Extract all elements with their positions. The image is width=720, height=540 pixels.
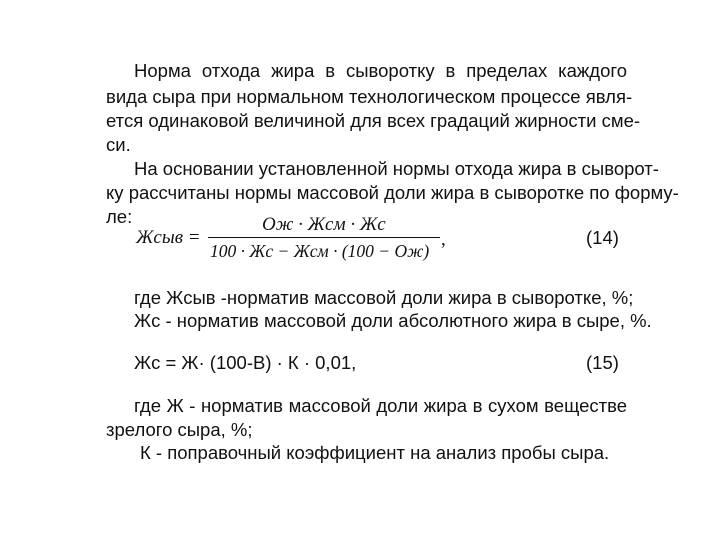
definition-k: К - поправочный коэффициент на анализ пробы сыра. xyxy=(140,442,610,463)
paragraph-1-line-4: си. xyxy=(106,134,131,155)
definition-zhs: Жс - норматив массовой доли абсолютного жира в сыре, %. xyxy=(134,310,652,331)
definition-zh-line-1: где Ж - норматив массовой доли жира в сухом веществе xyxy=(134,395,627,416)
paragraph-1-line-3: ется одинаковой величиной для всех градаций жирности сме- xyxy=(106,110,641,131)
paragraph-1-line-2: вида сыра при нормальном технологическом процессе явля- xyxy=(106,86,633,107)
formula-14-numerator: Ож · Жсм · Жс xyxy=(262,214,386,235)
paragraph-2-line-3: ле: xyxy=(106,206,133,227)
formula-15-number: (15) xyxy=(586,352,619,373)
formula-14-denominator: 100 · Жс − Жсм · (100 − Ож) xyxy=(210,241,430,261)
paragraph-1-line-1: Норма отхода жира в сыворотку в пределах каждого xyxy=(134,60,627,81)
formula-14-number: (14) xyxy=(586,227,619,248)
paragraph-2-line-1: На основании установленной нормы отхода жира в сыворот- xyxy=(134,158,659,179)
formula-15: Жс = Ж· (100-В) · К · 0,01, xyxy=(134,352,357,373)
definition-zhsyv: где Жсыв -норматив массовой доли жира в сыворотке, %; xyxy=(134,287,634,308)
paragraph-2-line-2: ку рассчитаны нормы массовой доли жира в сыворотке по форму- xyxy=(106,182,679,203)
formula-14-fraction-bar xyxy=(208,237,440,238)
formula-14-trailing-comma: , xyxy=(441,229,446,250)
formula-14-lhs: Жсыв = xyxy=(136,227,201,248)
definition-zh-line-2: зрелого сыра, %; xyxy=(106,419,253,440)
